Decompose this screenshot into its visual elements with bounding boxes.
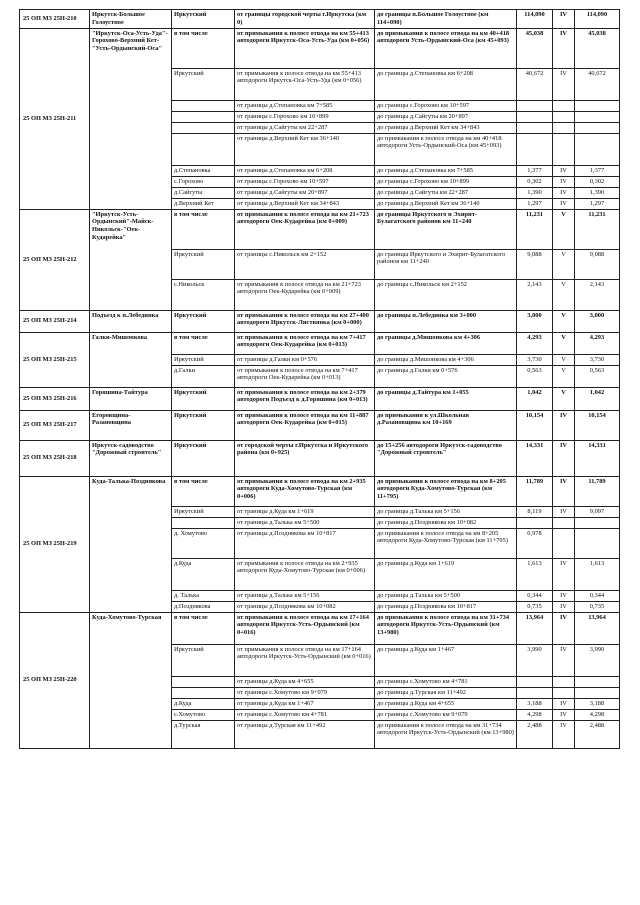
length-cell: 3,000 — [517, 310, 553, 332]
segment-end-cell: до границы д.Позднякова км 10+082 — [375, 517, 517, 528]
total-length-cell — [575, 133, 620, 165]
length-cell: 1,390 — [517, 187, 553, 198]
total-length-cell: 14,331 — [575, 440, 620, 476]
total-length-cell: 4,298 — [575, 709, 620, 720]
district-cell: с.Никольск — [172, 279, 235, 310]
total-length-cell: 4,293 — [575, 332, 620, 354]
segment-end-cell: до границы д.Турская км 11+492 — [375, 687, 517, 698]
length-cell: 2,488 — [517, 720, 553, 748]
category-cell: IV — [553, 176, 575, 187]
segment-end-cell: до границы д.Верхний Кет км 34+843 — [375, 122, 517, 133]
category-cell: V — [553, 249, 575, 279]
segment-end-cell: до границы д.Тайтура км 1+055 — [375, 387, 517, 410]
segment-end-cell: до 15+256 автодороги Иркутск-садоводство "Дорожный строитель" — [375, 440, 517, 476]
segment-start-cell: от границы с.Горохово км 10+899 — [235, 111, 375, 122]
category-cell — [553, 676, 575, 687]
total-length-cell: 114,090 — [575, 10, 620, 29]
segment-end-cell: до примыкания к ул.Школьная д.Разановщина км 10+169 — [375, 410, 517, 440]
road-code-cell: 25 ОП МЗ 25Н-210 — [20, 10, 90, 29]
category-cell: IV — [553, 612, 575, 644]
category-cell: IV — [553, 590, 575, 601]
segment-start-cell: от границы д.Верхний Кет км 34+843 — [235, 198, 375, 209]
length-cell: 1,377 — [517, 165, 553, 176]
length-cell: 13,964 — [517, 612, 553, 644]
district-cell: в том числе — [172, 209, 235, 249]
segment-start-cell: от примыкания к полосе отвода на км 11+887 автодороги Оек-Кударейка (км 0+015) — [235, 410, 375, 440]
segment-start-cell: от границы с.Хомутово км 9+079 — [235, 687, 375, 698]
segment-end-cell: до границы п.Большое Голоустное (км 114+090) — [375, 10, 517, 29]
district-cell — [172, 517, 235, 528]
segment-end-cell: до границы с.Хомутово км 4+781 — [375, 676, 517, 687]
segment-end-cell: до границы д.Верхний Кет км 36+140 — [375, 198, 517, 209]
length-cell: 1,613 — [517, 558, 553, 590]
district-cell: д. Хомутово — [172, 528, 235, 558]
category-cell: V — [553, 209, 575, 249]
category-cell: V — [553, 365, 575, 387]
district-cell: Иркутский — [172, 249, 235, 279]
table-row — [20, 10, 620, 29]
road-name-cell: Иркутск-Большое Голоустное — [90, 10, 172, 29]
district-cell: д.Куда — [172, 558, 235, 590]
category-cell: IV — [553, 28, 575, 68]
length-cell: 9,088 — [517, 249, 553, 279]
district-cell: Иркутский — [172, 10, 235, 29]
district-cell — [172, 676, 235, 687]
segment-end-cell: до границы Иркутского и Эхирит-Булагатского районов км 11+240 — [375, 209, 517, 249]
category-cell — [553, 100, 575, 111]
district-cell: в том числе — [172, 612, 235, 644]
road-code-cell: 25 ОП МЗ 25Н-216 — [20, 387, 90, 410]
road-name-cell: Горяшина-Тайтура — [90, 387, 172, 410]
road-code-cell: 25 ОП МЗ 25Н-211 — [20, 28, 90, 209]
segment-start-cell: от границы д.Турская км 11+492 — [235, 720, 375, 748]
length-cell: 4,293 — [517, 332, 553, 354]
total-length-cell — [575, 528, 620, 558]
category-cell — [553, 528, 575, 558]
segment-end-cell: до границы д.Позднякова км 10+817 — [375, 601, 517, 612]
length-cell: 40,672 — [517, 68, 553, 100]
segment-end-cell: до границы с.Хомутово км 9+079 — [375, 709, 517, 720]
segment-end-cell: до примыкания к полосе отвода на км 31+734 автодороги Иркутск-Усть-Ордынский (км 13+980) — [375, 612, 517, 644]
district-cell: с.Хомутово — [172, 709, 235, 720]
category-cell: IV — [553, 440, 575, 476]
segment-end-cell: до примыкания к полосе отвода на км 8+205 автодороги Куда-Хомутово-Турская (км 11+795) — [375, 476, 517, 506]
category-cell: IV — [553, 187, 575, 198]
length-cell — [517, 676, 553, 687]
segment-start-cell: от границы д.Сайгуты км 20+897 — [235, 187, 375, 198]
total-length-cell: 0,563 — [575, 365, 620, 387]
segment-end-cell: до границы д.Куда км 4+655 — [375, 698, 517, 709]
length-cell: 45,038 — [517, 28, 553, 68]
segment-start-cell: от границы д.Верхний Кет км 36+140 — [235, 133, 375, 165]
category-cell: IV — [553, 601, 575, 612]
road-name-cell: Куда-Талька-Позднякова — [90, 476, 172, 612]
segment-start-cell: от границы д.Позднякова км 10+082 — [235, 601, 375, 612]
table-row — [20, 440, 620, 476]
length-cell: 1,042 — [517, 387, 553, 410]
table-row — [20, 410, 620, 440]
category-cell: V — [553, 310, 575, 332]
district-cell: в том числе — [172, 28, 235, 68]
total-length-cell: 3,188 — [575, 698, 620, 709]
segment-start-cell: от примыкания к полосе отвода на км 7+417 автодороги Оек-Кударейка (км 0+013) — [235, 332, 375, 354]
total-length-cell: 45,038 — [575, 28, 620, 68]
road-name-cell: "Иркутск-Усть-Ордынский"-Майск-Никольск-"Оек-Кударейка" — [90, 209, 172, 310]
total-length-cell: 0,302 — [575, 176, 620, 187]
length-cell: 14,331 — [517, 440, 553, 476]
total-length-cell: 3,990 — [575, 644, 620, 676]
length-cell: 4,298 — [517, 709, 553, 720]
district-cell: Иркутский — [172, 68, 235, 100]
district-cell: Иркутский — [172, 410, 235, 440]
segment-end-cell: до границы д.Талька км 5+500 — [375, 590, 517, 601]
segment-end-cell: до примыкания к полосе отвода на км 40+418 автодороги Усть-Ордынский-Оса (км 45+093) — [375, 28, 517, 68]
segment-end-cell: до границы д.Куда км 1+467 — [375, 644, 517, 676]
category-cell: IV — [553, 165, 575, 176]
road-name-cell: "Иркутск-Оса-Усть-Уда"-Гороховo-Верхний Кет-"Усть-Ордынский-Оса" — [90, 28, 172, 209]
segment-start-cell: от границы д.Галки км 0+576 — [235, 354, 375, 365]
road-name-cell: Куда-Хомутово-Турская — [90, 612, 172, 748]
segment-start-cell: от границы д.Сайгуты км 22+287 — [235, 122, 375, 133]
segment-end-cell: до границы д.Степановка км 6+208 — [375, 68, 517, 100]
segment-start-cell: от примыкания к полосе отвода на км 17+164 автодороги Иркутск-Усть-Ордынский (км 0+016) — [235, 612, 375, 644]
total-length-cell: 3,730 — [575, 354, 620, 365]
total-length-cell: 2,143 — [575, 279, 620, 310]
segment-start-cell: от примыкания к полосе отвода на км 27+400 автодороги Иркутск-Листвянка (км 0+000) — [235, 310, 375, 332]
category-cell: IV — [553, 709, 575, 720]
segment-start-cell: от городской черты г.Иркутска и Иркутского района (км 0+925) — [235, 440, 375, 476]
road-code-cell: 25 ОП МЗ 25Н-212 — [20, 209, 90, 310]
category-cell: IV — [553, 698, 575, 709]
total-length-cell: 1,390 — [575, 187, 620, 198]
road-name-cell: Галки-Мишонкова — [90, 332, 172, 387]
total-length-cell: 40,672 — [575, 68, 620, 100]
segment-end-cell: до границы д.Сайгуты км 22+287 — [375, 187, 517, 198]
category-cell — [553, 133, 575, 165]
segment-start-cell: от границы д.Степановка км 6+208 — [235, 165, 375, 176]
road-register-table — [19, 9, 620, 749]
category-cell: V — [553, 354, 575, 365]
segment-end-cell: до границы д.Талька км 5+156 — [375, 506, 517, 517]
total-length-cell: 11,231 — [575, 209, 620, 249]
total-length-cell: 9,088 — [575, 249, 620, 279]
segment-start-cell: от границы д.Позднякова км 10+817 — [235, 528, 375, 558]
road-code-cell: 25 ОП МЗ 25Н-218 — [20, 440, 90, 476]
road-code-cell: 25 ОП МЗ 25Н-214 — [20, 310, 90, 332]
length-cell: 114,090 — [517, 10, 553, 29]
length-cell: 0,302 — [517, 176, 553, 187]
road-code-cell: 25 ОП МЗ 25Н-215 — [20, 332, 90, 387]
table-row — [20, 476, 620, 506]
table-row — [20, 612, 620, 644]
category-cell: V — [553, 279, 575, 310]
segment-start-cell: от примыкания к полосе отвода на км 55+413 автодороги Иркутск-Оса-Усть-Уда (км 0+056) — [235, 28, 375, 68]
length-cell — [517, 100, 553, 111]
segment-start-cell: от границы д.Степановка км 7+585 — [235, 100, 375, 111]
length-cell: 0,978 — [517, 528, 553, 558]
district-cell — [172, 111, 235, 122]
road-name-cell: Егоровщина-Разановщина — [90, 410, 172, 440]
length-cell: 2,143 — [517, 279, 553, 310]
segment-end-cell: до границы д.Куда км 1+619 — [375, 558, 517, 590]
segment-end-cell: до границы д.Мишонкова км 4+306 — [375, 354, 517, 365]
length-cell — [517, 111, 553, 122]
table-row — [20, 310, 620, 332]
segment-start-cell: от примыкания к полосе отвода на км 2+379 автодороги Подъезд к д.Горяшина (км 0+013) — [235, 387, 375, 410]
district-cell — [172, 122, 235, 133]
length-cell — [517, 687, 553, 698]
total-length-cell — [575, 122, 620, 133]
segment-start-cell: от границы с.Никольск км 2+152 — [235, 249, 375, 279]
total-length-cell: 11,789 — [575, 476, 620, 506]
segment-end-cell: до границы с.Горохово км 10+899 — [375, 176, 517, 187]
segment-start-cell: от примыкания к полосе отвода на км 2+935 автодороги Куда-Хомутово-Турская (км 0+006) — [235, 558, 375, 590]
length-cell — [517, 517, 553, 528]
segment-start-cell: от границы городской черты г.Иркутска (км 0) — [235, 10, 375, 29]
district-cell: д. Талька — [172, 590, 235, 601]
district-cell: Иркутский — [172, 506, 235, 517]
district-cell: д.Турская — [172, 720, 235, 748]
category-cell: IV — [553, 198, 575, 209]
category-cell — [553, 517, 575, 528]
length-cell: 11,231 — [517, 209, 553, 249]
length-cell: 1,297 — [517, 198, 553, 209]
segment-start-cell: от границы д.Талька км 5+500 — [235, 517, 375, 528]
length-cell: 3,188 — [517, 698, 553, 709]
category-cell: IV — [553, 720, 575, 748]
length-cell — [517, 133, 553, 165]
length-cell: 0,735 — [517, 601, 553, 612]
table-row — [20, 209, 620, 249]
district-cell — [172, 100, 235, 111]
segment-start-cell: от границы д.Куда км 1+619 — [235, 506, 375, 517]
category-cell: IV — [553, 410, 575, 440]
road-name-cell: Подъезд к п.Лебединка — [90, 310, 172, 332]
total-length-cell — [575, 100, 620, 111]
segment-start-cell: от границы д.Куда км 4+655 — [235, 676, 375, 687]
segment-start-cell: от примыкания к полосе отвода на км 7+417 автодороги Оек-Кударейка (км 0+013) — [235, 365, 375, 387]
length-cell: 10,154 — [517, 410, 553, 440]
total-length-cell: 1,042 — [575, 387, 620, 410]
total-length-cell: 1,377 — [575, 165, 620, 176]
category-cell: V — [553, 332, 575, 354]
segment-start-cell: от границы д.Талька км 5+156 — [235, 590, 375, 601]
segment-end-cell: до границы д.Галки км 0+576 — [375, 365, 517, 387]
length-cell: 11,789 — [517, 476, 553, 506]
district-cell — [172, 687, 235, 698]
segment-start-cell: от примыкания к полосе отвода на км 21+723 автодороги Оек-Кударейка (км 0+009) — [235, 209, 375, 249]
segment-end-cell: до границы д.Степановка км 7+585 — [375, 165, 517, 176]
segment-end-cell: до границы д.Мишонкова км 4+306 — [375, 332, 517, 354]
district-cell: д.Куда — [172, 698, 235, 709]
segment-start-cell: от примыкания к полосе отвода на км 2+935 автодороги Куда-Хомутово-Турская (км 0+006) — [235, 476, 375, 506]
district-cell: д.Сайгуты — [172, 187, 235, 198]
district-cell: д.Галки — [172, 365, 235, 387]
district-cell: д.Позднякова — [172, 601, 235, 612]
district-cell: Иркутский — [172, 387, 235, 410]
district-cell — [172, 133, 235, 165]
category-cell: IV — [553, 68, 575, 100]
category-cell — [553, 111, 575, 122]
total-length-cell: 1,613 — [575, 558, 620, 590]
district-cell: Иркутский — [172, 440, 235, 476]
total-length-cell: 10,154 — [575, 410, 620, 440]
length-cell — [517, 122, 553, 133]
length-cell: 8,119 — [517, 506, 553, 517]
segment-start-cell: от примыкания к полосе отвода на км 17+164 автодороги Иркутск-Усть-Ордынский (км 0+016) — [235, 644, 375, 676]
length-cell: 3,730 — [517, 354, 553, 365]
total-length-cell: 13,964 — [575, 612, 620, 644]
category-cell: IV — [553, 476, 575, 506]
road-name-cell: Иркутск-садоводство "Дорожный строитель" — [90, 440, 172, 476]
district-cell: д.Степановка — [172, 165, 235, 176]
category-cell: V — [553, 387, 575, 410]
road-code-cell: 25 ОП МЗ 25Н-217 — [20, 410, 90, 440]
segment-start-cell: от границы с.Горохово км 10+597 — [235, 176, 375, 187]
segment-start-cell: от примыкания к полосе отвода на км 21+723 автодороги Оек-Кударейка (км 0+009) — [235, 279, 375, 310]
category-cell: IV — [553, 644, 575, 676]
district-cell: в том числе — [172, 476, 235, 506]
segment-end-cell: до примыкания к полосе отвода на км 31+734 автодороги Иркутск-Усть-Ордынский (км 13+980) — [375, 720, 517, 748]
road-register-page — [19, 9, 619, 749]
total-length-cell — [575, 517, 620, 528]
segment-end-cell: до границы д.Сайгуты км 20+897 — [375, 111, 517, 122]
length-cell: 3,990 — [517, 644, 553, 676]
category-cell: IV — [553, 10, 575, 29]
category-cell — [553, 122, 575, 133]
segment-start-cell: от примыкания к полосе отвода на км 55+413 автодороги Иркутск-Оса-Усть-Уда (км 0+056) — [235, 68, 375, 100]
district-cell: в том числе — [172, 332, 235, 354]
length-cell: 0,344 — [517, 590, 553, 601]
total-length-cell: 2,488 — [575, 720, 620, 748]
total-length-cell — [575, 687, 620, 698]
category-cell — [553, 687, 575, 698]
district-cell: д.Верхний Кет — [172, 198, 235, 209]
category-cell: IV — [553, 558, 575, 590]
segment-end-cell: до границы с.Никольск км 2+152 — [375, 279, 517, 310]
category-cell: IV — [553, 506, 575, 517]
total-length-cell: 0,344 — [575, 590, 620, 601]
total-length-cell — [575, 676, 620, 687]
segment-end-cell: до примыкания к полосе отвода на км 40+418 автодороги Усть-Ордынский-Оса (км 45+093) — [375, 133, 517, 165]
total-length-cell: 1,297 — [575, 198, 620, 209]
table-row — [20, 28, 620, 68]
segment-end-cell: до примыкания к полосе отвода на км 8+205 автодороги Куда-Хомутово-Турская (км 11+795) — [375, 528, 517, 558]
total-length-cell — [575, 111, 620, 122]
district-cell: Иркутский — [172, 310, 235, 332]
road-code-cell: 25 ОП МЗ 25Н-219 — [20, 476, 90, 612]
length-cell: 0,563 — [517, 365, 553, 387]
total-length-cell: 9,097 — [575, 506, 620, 517]
segment-end-cell: до границы с.Горохово км 10+597 — [375, 100, 517, 111]
road-code-cell: 25 ОП МЗ 25Н-220 — [20, 612, 90, 748]
district-cell: Иркутский — [172, 644, 235, 676]
segment-end-cell: до границы Иркутского и Эхирит-Булагатского районов км 11+240 — [375, 249, 517, 279]
total-length-cell: 0,735 — [575, 601, 620, 612]
table-row — [20, 387, 620, 410]
segment-end-cell: до границы п.Лебединка км 3+000 — [375, 310, 517, 332]
total-length-cell: 3,000 — [575, 310, 620, 332]
segment-start-cell: от границы д.Куда км 1+467 — [235, 698, 375, 709]
district-cell: с.Горохово — [172, 176, 235, 187]
segment-start-cell: от границы с.Хомутово км 4+781 — [235, 709, 375, 720]
table-row — [20, 332, 620, 354]
district-cell: Иркутский — [172, 354, 235, 365]
